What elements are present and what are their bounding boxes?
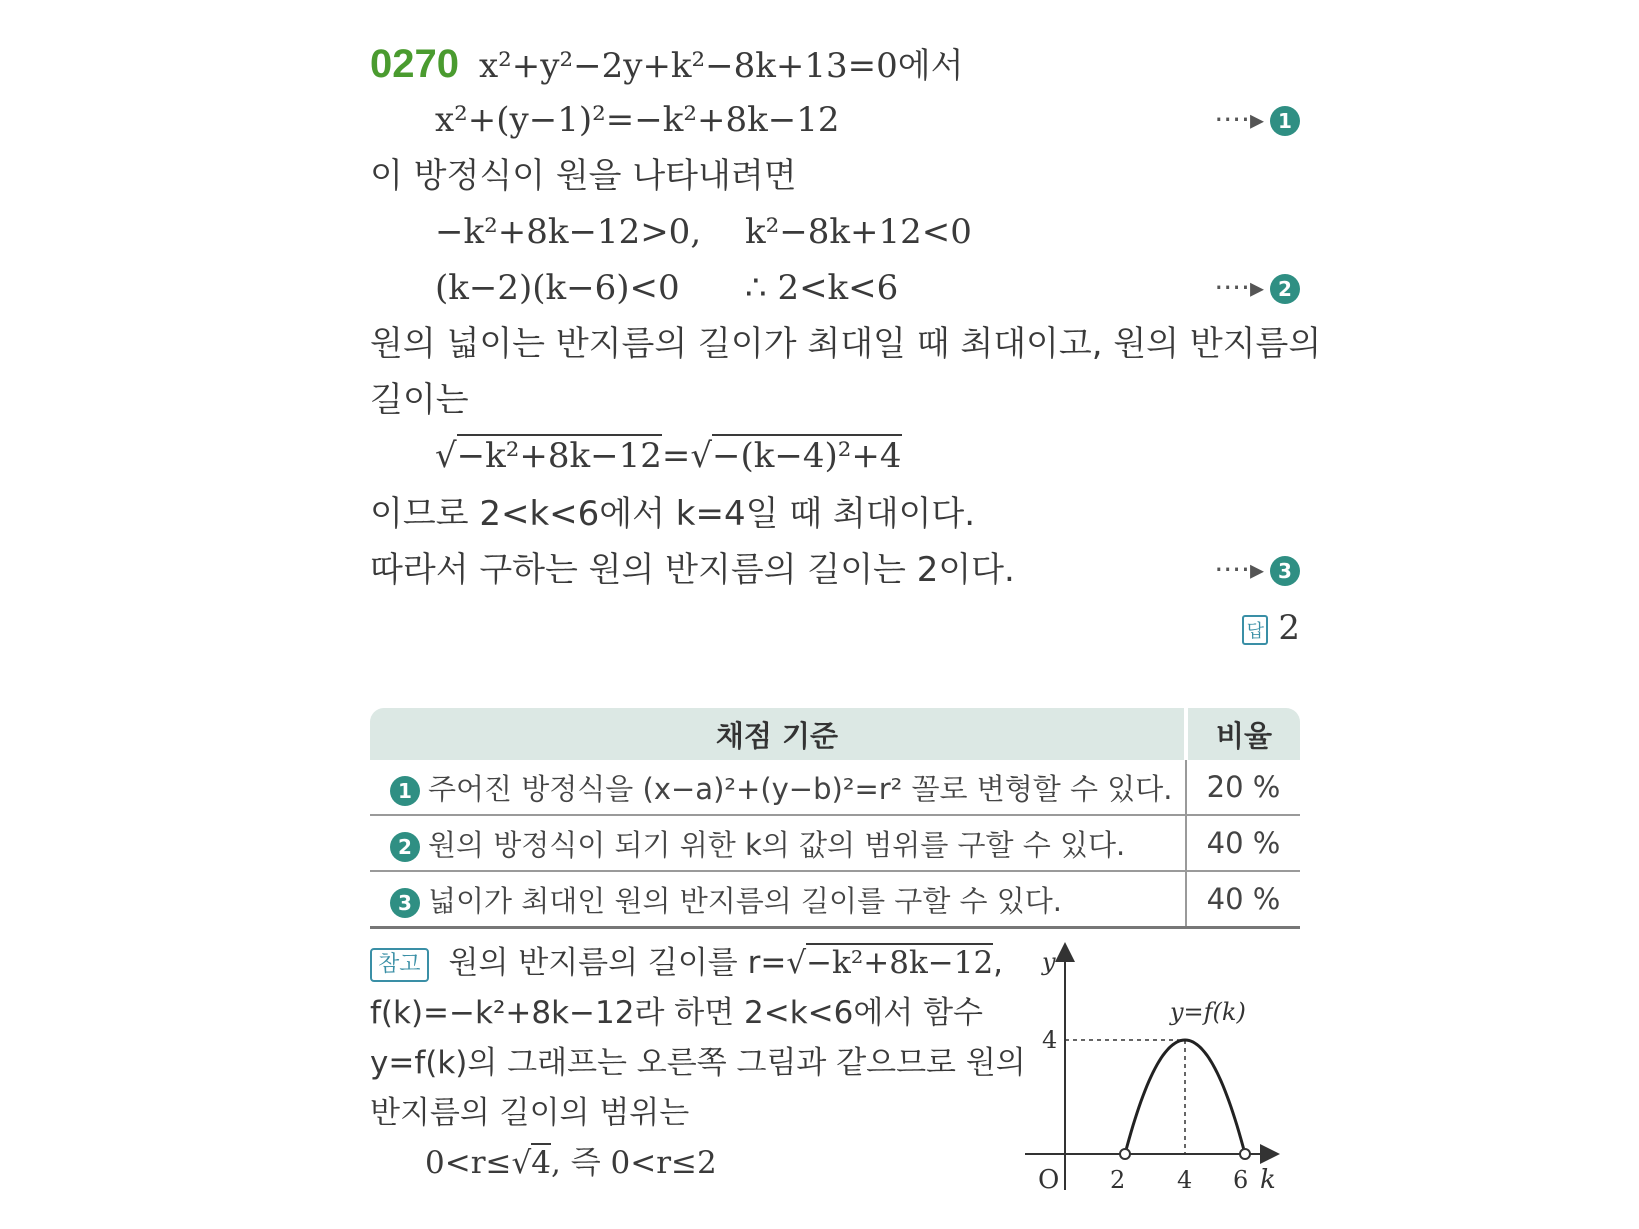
reference-badge: 참고: [370, 948, 429, 982]
equals-sign: =: [661, 436, 691, 476]
note-sqrt-radicand: −k²+8k−12: [806, 945, 994, 981]
x-tick-2: 2: [1110, 1166, 1126, 1194]
x-tick-4: 4: [1177, 1166, 1193, 1194]
note-line-1: [370, 943, 1003, 983]
curve-label: y=f(k): [1170, 998, 1246, 1026]
criterion-cell: [370, 760, 1186, 815]
parabola-graph: [1020, 940, 1290, 1200]
conclusion: 따라서 구하는 원의 반지름의 길이는 2이다.: [370, 550, 1015, 590]
sqrt-radicand-1: −k²+8k−12: [456, 436, 662, 476]
sqrt-sign-icon: √: [690, 436, 713, 476]
grading-table: [370, 708, 1300, 929]
sqrt-radicand-2: −(k−4)²+4: [712, 436, 902, 476]
y-tick-label: 4: [1042, 1026, 1058, 1054]
step-marker-2: [1214, 268, 1300, 308]
criterion-cell: [370, 871, 1186, 928]
condition-text: 이 방정식이 원을 나타내려면: [370, 156, 797, 196]
inequality-1: −k²+8k−12>0,: [435, 212, 702, 252]
range-result: ∴ 2<k<6: [745, 268, 899, 308]
ratio-header: 비율: [1186, 708, 1300, 760]
answer-value: 2: [1278, 608, 1300, 648]
table-row: [370, 815, 1300, 871]
sqrt-sign-icon: √: [511, 1145, 532, 1181]
max-condition: 이므로 2<k<6에서 k=4일 때 최대이다.: [370, 494, 976, 534]
note-comma: ,: [993, 945, 1004, 981]
equation-given: x²+y²−2y+k²−8k+13=0에서: [478, 46, 964, 86]
circle-number-icon: 3: [390, 888, 420, 918]
step-marker-1: [1214, 100, 1300, 140]
problem-number: 0270: [370, 42, 459, 86]
step-marker-3: [1214, 550, 1300, 590]
ratio-cell: 40 %: [1186, 871, 1300, 928]
range-sqrt-radicand: 4: [531, 1145, 551, 1181]
range-text-b: , 즉 0<r≤2: [551, 1145, 717, 1181]
inequality-2: k²−8k+12<0: [745, 212, 972, 252]
open-endpoint-right: [1240, 1149, 1250, 1159]
sqrt-sign-icon: √: [435, 436, 457, 476]
origin-label: O: [1038, 1165, 1060, 1195]
circle-number-icon: 1: [1270, 106, 1300, 136]
sqrt-sign-icon: √: [786, 945, 807, 981]
criterion-header: 채점 기준: [370, 708, 1186, 760]
table-row: [370, 871, 1300, 928]
circle-number-icon: 3: [1270, 556, 1300, 586]
area-explanation-cont: 길이는: [370, 380, 469, 420]
x-tick-6: 6: [1233, 1166, 1249, 1194]
note-line-5: [425, 1143, 717, 1183]
criterion-text: 넓이가 최대인 원의 반지름의 길이를 구할 수 있다.: [428, 883, 1063, 918]
circle-number-icon: 2: [1270, 274, 1300, 304]
criterion-text: 원의 방정식이 되기 위한 k의 값의 범위를 구할 수 있다.: [428, 827, 1126, 862]
open-endpoint-left: [1120, 1149, 1130, 1159]
criterion-text: 주어진 방정식을 (x−a)²+(y−b)²=r² 꼴로 변형할 수 있다.: [428, 771, 1173, 806]
circle-number-icon: 1: [390, 776, 420, 806]
k-axis-label: k: [1260, 1165, 1276, 1195]
ratio-cell: 20 %: [1186, 760, 1300, 815]
problem-line-1: [370, 44, 963, 86]
arrow-dots-icon: ····▸: [1214, 553, 1264, 586]
criterion-cell: [370, 815, 1186, 871]
range-text-a: 0<r≤: [425, 1145, 512, 1181]
arrow-dots-icon: ····▸: [1214, 103, 1264, 136]
equation-standard-form: x²+(y−1)²=−k²+8k−12: [435, 100, 840, 140]
note-line-3: y=f(k)의 그래프는 오른쪽 그림과 같으므로 원의: [370, 1045, 1026, 1081]
grading-header-row: [370, 708, 1300, 760]
arrow-dots-icon: ····▸: [1214, 271, 1264, 304]
radius-expression: [435, 436, 902, 476]
ratio-cell: 40 %: [1186, 815, 1300, 871]
area-explanation: 원의 넓이는 반지름의 길이가 최대일 때 최대이고, 원의 반지름의: [370, 324, 1322, 364]
y-axis-label: y: [1042, 948, 1056, 976]
table-row: [370, 760, 1300, 815]
note-line-2: f(k)=−k²+8k−12라 하면 2<k<6에서 함수: [370, 995, 983, 1031]
note-line-4: 반지름의 길이의 범위는: [370, 1095, 690, 1131]
note-text: 원의 반지름의 길이를 r=: [448, 945, 787, 981]
circle-number-icon: 2: [390, 832, 420, 862]
answer-icon: 답: [1242, 615, 1268, 645]
inequality-factored: (k−2)(k−6)<0: [435, 268, 680, 308]
answer: [1242, 608, 1300, 648]
